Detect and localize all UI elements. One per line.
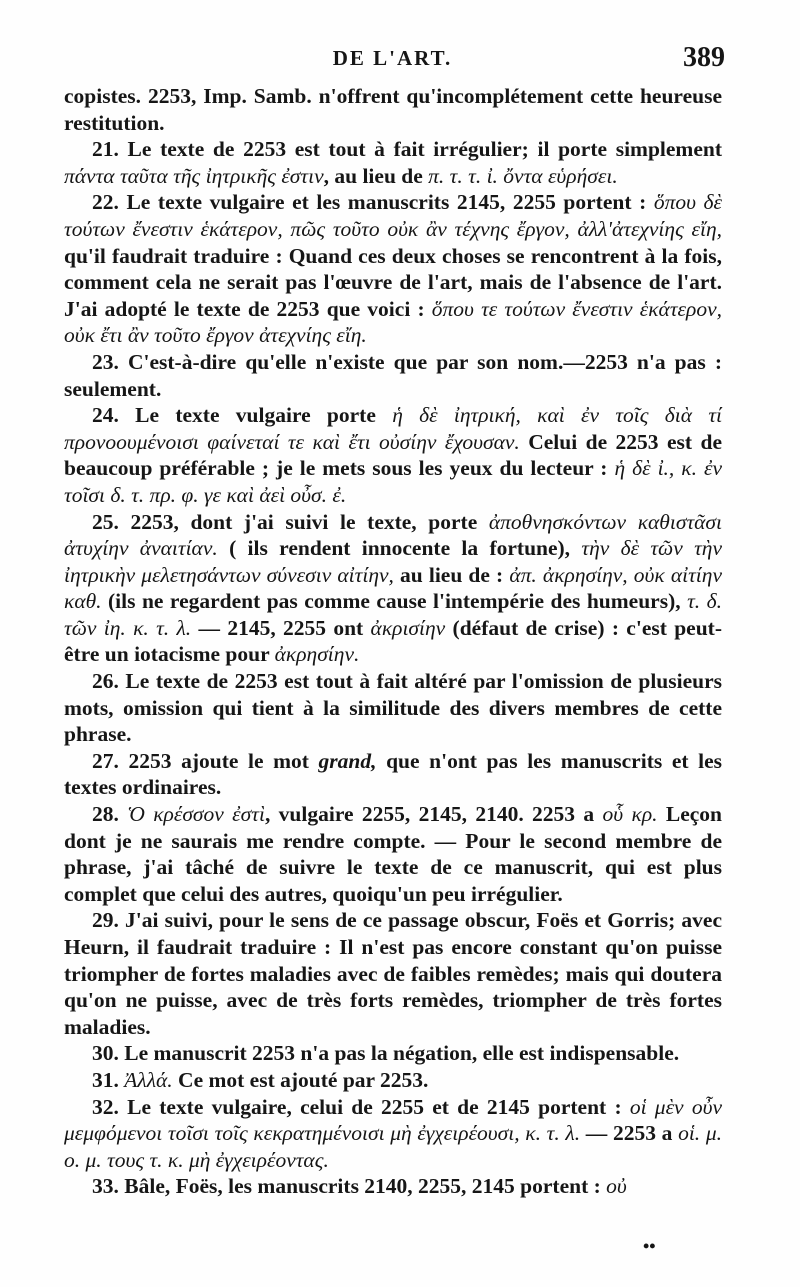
note-text: 33. Bâle, Foës, les manuscrits 2140, 2255, 2145 portent : (92, 1174, 607, 1199)
note-text: 29. J'ai suivi, pour le sens de ce passage obscur, Foës et Gorris; avec Heurn, il faudrait traduire : Il n'est pas encore constant qu'on puisse triompher de fortes maladies avec de faibles remèdes; mais qui doutera qu'on ne puisse, avec de très forts remèdes, triompher de très fortes maladies. (64, 908, 722, 1039)
note-text: 26. Le texte de 2253 est tout à fait altéré par l'omission de plusieurs mots, omission qui tient à la similitude des divers membres de cette phrase. (64, 669, 722, 747)
note-text: 30. Le manuscrit 2253 n'a pas la négation, elle est indispensable. (92, 1041, 680, 1066)
note-text: (ils ne regardent pas comme cause l'intempérie des humeurs), (101, 589, 688, 614)
note-text: 24. Le texte vulgaire porte (92, 403, 393, 428)
note-text: , au lieu de (323, 163, 429, 188)
note-continuation (64, 83, 722, 136)
note-text: 31. (92, 1067, 125, 1092)
note-24 (64, 402, 722, 508)
greek-text: οἱ μὲν οὖν μεμφόμενοι τοῖσι τοῖς κεκρατημένοισι μὴ ἐγχειρέουσι, κ. τ. λ. (64, 1094, 722, 1146)
note-27 (64, 748, 722, 801)
note-text: , vulgaire 2255, 2145, 2140. 2253 a (264, 802, 603, 827)
note-33 (64, 1173, 722, 1200)
note-text: qu'il faudrait traduire : Quand ces deux choses se rencontrent à la fois, comment cela ne serait pas l'œuvre de l'art, mais de l'absence de l'art. J'ai adopté le texte de 2253 que voici : (64, 243, 722, 321)
running-head (60, 42, 725, 82)
page-number: 389 (683, 42, 725, 73)
greek-text: ἀποθνησκόντων καθιστᾶσι ἀτυχίην ἀναιτίαν. (64, 509, 722, 561)
greek-text: Ὁ κρέσσον ἐστὶ (127, 802, 265, 827)
note-26 (64, 668, 722, 748)
note-text: 28. (92, 802, 128, 827)
note-text: Leçon dont je ne saurais me rendre compte. — Pour le second membre de phrase, j'ai tâché de suivre le texte de ce manuscrit, qui est plus complet que celui des autres, quoiqu'un peu irrégulier. (64, 802, 723, 906)
signature-mark: •• (643, 1236, 656, 1256)
note-text: ( ils rendent innocente la fortune), (217, 536, 582, 561)
note-30 (64, 1040, 722, 1067)
notes-text (64, 83, 722, 1200)
note-text: au lieu de : (393, 562, 510, 587)
greek-text: ὅπου τε τούτων ἔνεστιν ἑκάτερον, οὐκ ἔτι ἂν τοῦτο ἔργον ἀτεχνίης εἴη. (64, 296, 722, 348)
greek-text: Ἀλλά. (124, 1067, 173, 1092)
greek-text: ἀκρισίην (370, 615, 446, 640)
note-text: (défaut de crise) : c'est peut-être un iotacisme pour (64, 615, 722, 667)
note-21 (64, 136, 722, 189)
greek-text: οἱ. μ. ο. μ. τους τ. κ. μὴ ἐγχειρέοντας. (64, 1121, 723, 1172)
note-29 (64, 907, 722, 1040)
greek-text: ἀπ. ἀκρησίην, οὐκ αἰτίην καθ. (64, 562, 722, 614)
note-text: — 2145, 2255 ont (191, 615, 371, 640)
note-text: Celui de 2253 est de beaucoup préférable ; je le mets sous les yeux du lecteur : (64, 429, 722, 481)
note-text: que n'ont pas les manuscrits et les textes ordinaires. (64, 748, 723, 800)
greek-text: ὅπου δὲ τούτων ἔνεστιν ἑκάτερον, πῶς τοῦτο οὐκ ἂν τέχνης ἔργον, ἀλλ'ἀτεχνίης εἴη, (64, 190, 722, 241)
note-text: — 2253 a (580, 1121, 679, 1146)
running-title: DE L'ART. (332, 46, 453, 70)
note-25 (64, 509, 722, 669)
note-text: copistes. 2253, Imp. Samb. n'offrent qu'incomplétement cette heureuse restitution. (64, 84, 722, 135)
greek-text: π. τ. τ. ἰ. ὄντα εὑρήσει. (428, 163, 618, 188)
note-text: 25. 2253, dont j'ai suivi le texte, porte (92, 509, 489, 534)
note-23 (64, 349, 722, 402)
note-text: Ce mot est ajouté par 2253. (172, 1067, 429, 1092)
greek-text: ἡ δὲ ἰ., κ. ἐν τοῖσι δ. τ. πρ. φ. γε καὶ ἀεὶ οὖσ. ἐ. (64, 456, 722, 507)
note-22 (64, 189, 722, 349)
greek-text: οὐ (606, 1174, 627, 1199)
emphasis-text: grand, (318, 748, 377, 773)
note-text: 32. Le texte vulgaire, celui de 2255 et de 2145 portent : (92, 1094, 630, 1119)
note-text: 23. C'est-à-dire qu'elle n'existe que par son nom.—2253 n'a pas : seulement. (64, 349, 722, 401)
greek-text: ἡ δὲ ἰητρική, καὶ ἐν τοῖς διὰ τί προνοουμένοισι φαίνεταί τε καὶ ἔτι οὐσίην ἔχουσαν. (64, 403, 723, 454)
greek-text: τ. δ. τῶν ἰη. κ. τ. λ. (64, 589, 722, 640)
note-28 (64, 801, 722, 907)
note-text: 22. Le texte vulgaire et les manuscrits 2145, 2255 portent : (92, 190, 654, 215)
note-text: 21. Le texte de 2253 est tout à fait irrégulier; il porte simplement (92, 137, 722, 162)
greek-text: οὗ κρ. (602, 802, 658, 827)
note-31 (64, 1067, 722, 1094)
note-text: 27. 2253 ajoute le mot (92, 748, 319, 773)
greek-text: τὴν δὲ τῶν τὴν ἰητρικὴν μελετησάντων σύνεσιν αἰτίην, (64, 536, 722, 587)
note-32 (64, 1094, 722, 1174)
greek-text: πάντα ταῦτα τῆς ἰητρικῆς ἐστιν (64, 163, 324, 188)
greek-text: ἀκρησίην. (274, 642, 360, 667)
